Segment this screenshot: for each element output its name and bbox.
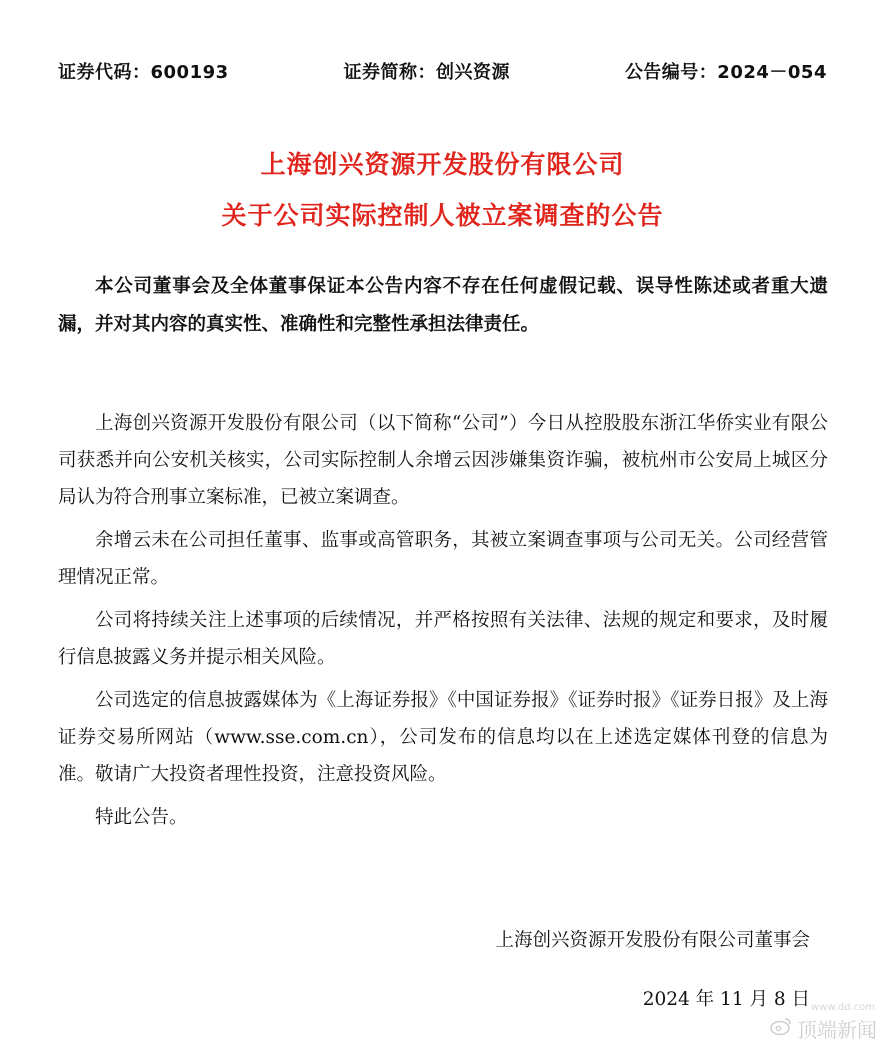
announcement-date: 2024 年 11 月 8 日 xyxy=(642,989,810,1010)
stock-short-name: 证券简称：创兴资源 xyxy=(343,62,510,83)
company-title: 上海创兴资源开发股份有限公司 xyxy=(260,150,625,179)
stock-code: 证券代码：600193 xyxy=(58,62,229,83)
watermark xyxy=(769,1014,877,1043)
watermark-url: www.dd.com xyxy=(810,1002,875,1013)
paragraph-follow-up: 公司将持续关注上述事项的后续情况，并严格按照有关法律、法规的规定和要求，及时履行信息披露义务并提示相关风险。 xyxy=(58,610,828,668)
weibo-icon xyxy=(769,1016,793,1041)
paragraph-no-relation: 余增云未在公司担任董事、监事或高管职务，其被立案调查事项与公司无关。公司经营管理情况正常。 xyxy=(58,530,828,588)
board-statement: 本公司董事会及全体董事保证本公告内容不存在任何虚假记载、误导性陈述或者重大遗漏，并对其内容的真实性、准确性和完整性承担法律责任。 xyxy=(58,276,828,335)
watermark-text: 顶端新闻 xyxy=(797,1018,877,1042)
announcement-title: 关于公司实际控制人被立案调查的公告 xyxy=(221,201,664,230)
paragraph-closing: 特此公告。 xyxy=(95,807,188,828)
paragraph-media: 公司选定的信息披露媒体为《上海证券报》《中国证券报》《证券时报》《证券日报》及上海证券交易所网站（www.sse.com.cn），公司发布的信息均以在上述选定媒体刊登的信息为准。敬请广大投资者理性投资，注意投资风险。 xyxy=(58,690,828,785)
paragraph-investigation: 上海创兴资源开发股份有限公司（以下简称“公司”）今日从控股股东浙江华侨实业有限公司获悉并向公安机关核实，公司实际控制人余增云因涉嫌集资诈骗，被杭州市公安局上城区分局认为符合刑事立案标准，已被立案调查。 xyxy=(58,413,828,508)
announcement-body xyxy=(58,405,828,842)
document-header xyxy=(58,58,827,84)
signature: 上海创兴资源开发股份有限公司董事会 xyxy=(495,930,810,951)
notice-number: 公告编号：2024－054 xyxy=(624,62,827,83)
